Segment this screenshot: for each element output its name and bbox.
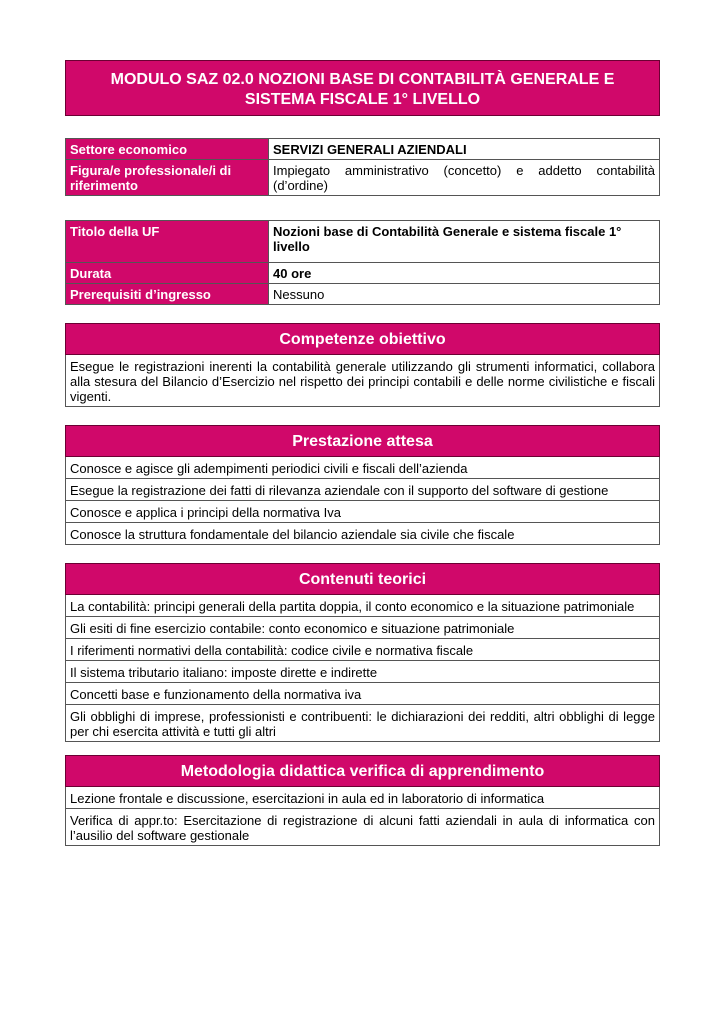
list-item: Gli obblighi di imprese, professionisti e contribuenti: le dichiarazioni dei redditi, altri obblighi di legge per chi esercita attività e tutti gli altri — [66, 705, 659, 742]
prestazione-section — [65, 425, 660, 545]
list-item: Esegue la registrazione dei fatti di rilevanza aziendale con il supporto del software di gestione — [66, 479, 659, 501]
list-item: La contabilità: principi generali della partita doppia, il conto economico e la situazione patrimoniale — [66, 595, 659, 617]
list-item: Conosce e applica i principi della normativa Iva — [66, 501, 659, 523]
sector-table — [65, 138, 660, 196]
durata-label: Durata — [66, 263, 269, 284]
prereq-label: Prerequisiti d’ingresso — [66, 284, 269, 305]
list-item: Lezione frontale e discussione, esercitazioni in aula ed in laboratorio di informatica — [66, 787, 659, 809]
list-item: Conosce e agisce gli adempimenti periodici civili e fiscali dell’azienda — [66, 457, 659, 479]
contenuti-header: Contenuti teorici — [65, 563, 660, 595]
list-item: Gli esiti di fine esercizio contabile: conto economico e situazione patrimoniale — [66, 617, 659, 639]
list-item: Verifica di appr.to: Esercitazione di registrazione di alcuni fatti aziendali in aula di informatica con l’ausilio del software gestionale — [66, 809, 659, 846]
settore-label: Settore economico — [66, 139, 269, 160]
list-item: Concetti base e funzionamento della normativa iva — [66, 683, 659, 705]
list-item: Conosce la struttura fondamentale del bilancio aziendale sia civile che fiscale — [66, 523, 659, 545]
competenze-text: Esegue le registrazioni inerenti la contabilità generale utilizzando gli strumenti informatici, collabora alla stesura del Bilancio d’Esercizio nel rispetto dei principi contabili e delle norme civilistiche e fiscali vigenti. — [66, 355, 659, 407]
list-item: Il sistema tributario italiano: imposte dirette e indirette — [66, 661, 659, 683]
module-title-line-2: SISTEMA FISCALE 1° LIVELLO — [244, 91, 481, 108]
prereq-value: Nessuno — [269, 284, 660, 305]
titolo-label: Titolo della UF — [66, 221, 269, 263]
competenze-section — [65, 323, 660, 407]
durata-value: 40 ore — [269, 263, 660, 284]
contenuti-section — [65, 563, 660, 742]
prestazione-header: Prestazione attesa — [65, 425, 660, 457]
module-title-box — [65, 60, 660, 116]
figura-value: Impiegato amministrativo (concetto) e addetto contabilità (d’ordine) — [269, 160, 660, 196]
metodologia-header: Metodologia didattica verifica di apprendimento — [65, 755, 660, 787]
metodologia-section — [65, 755, 660, 846]
uf-table — [65, 220, 660, 305]
competenze-header: Competenze obiettivo — [65, 323, 660, 355]
module-title-line-1: MODULO SAZ 02.0 NOZIONI BASE DI CONTABILITÀ GENERALE E — [110, 71, 615, 88]
list-item: I riferimenti normativi della contabilità: codice civile e normativa fiscale — [66, 639, 659, 661]
titolo-value: Nozioni base di Contabilità Generale e sistema fiscale 1° livello — [269, 221, 660, 263]
document-page — [65, 60, 660, 846]
figura-label: Figura/e professionale/i di riferimento — [66, 160, 269, 196]
settore-value: SERVIZI GENERALI AZIENDALI — [269, 139, 660, 160]
